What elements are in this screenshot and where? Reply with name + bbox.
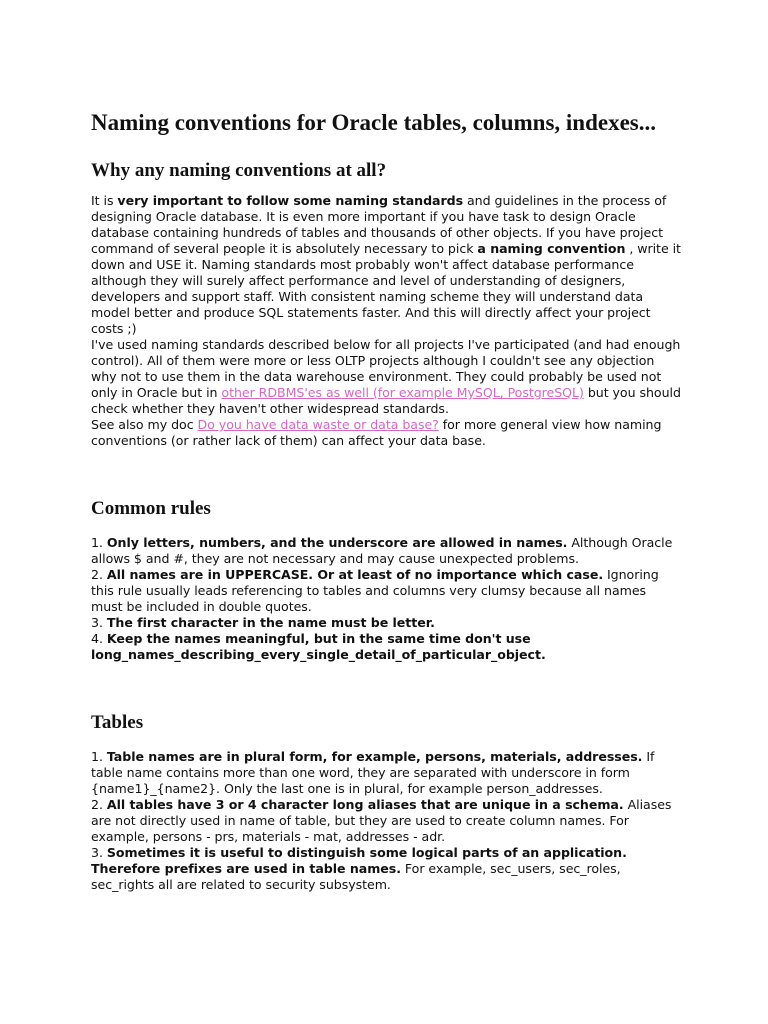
paragraph [91, 615, 681, 631]
paragraph [91, 631, 681, 663]
text-run: 1. [91, 749, 107, 764]
text-run: 4. [91, 631, 107, 646]
bold-text: Table names are in plural form, for example, persons, materials, addresses. [106, 749, 643, 764]
bold-text: Keep the names meaningful, but in the same time don't use long_names_describing_every_single_detail_of_particular_object. [91, 631, 546, 662]
bold-text: very important to follow some naming standards [117, 193, 464, 208]
bold-text: The first character in the name must be letter. [106, 615, 435, 630]
bold-text: a naming convention [477, 241, 626, 256]
paragraph [91, 417, 681, 449]
paragraph [91, 797, 681, 845]
text-run: It is [91, 193, 118, 208]
text-run: and guidelines in the process of designing Oracle database. It is even more important if you have task to design Oracle database containing hundreds of tables and thousands of other objects. If you have project command of several people it is absolutely necessary to pick [91, 193, 667, 256]
section-heading: Why any naming conventions at all? [91, 160, 387, 181]
text-run: 1. [91, 535, 107, 550]
paragraph [91, 193, 681, 337]
text-run: 2. [91, 567, 107, 582]
inline-link[interactable]: Do you have data waste or data base? [197, 417, 439, 432]
page-title: Naming conventions for Oracle tables, columns, indexes... [91, 110, 656, 135]
text-run: Ignoring this rule usually leads referencing to tables and columns very clumsy because all names must be included in double quotes. [91, 567, 659, 614]
inline-link[interactable]: other RDBMS'es as well (for example MySQL, PostgreSQL) [221, 385, 584, 400]
section-heading: Tables [91, 712, 144, 733]
paragraph [91, 845, 681, 893]
text-run: 3. [91, 615, 107, 630]
section-body [91, 535, 681, 663]
text-run: 3. [91, 845, 107, 860]
section-body [91, 749, 681, 893]
bold-text: Only letters, numbers, and the underscore are allowed in names. [106, 535, 568, 550]
paragraph [91, 567, 681, 615]
section-heading: Common rules [91, 498, 211, 519]
paragraph [91, 337, 681, 417]
text-run: For example, sec_users, sec_roles, sec_rights all are related to security subsystem. [91, 861, 621, 892]
bold-text: All names are in UPPERCASE. Or at least of no importance which case. [106, 567, 604, 582]
text-run: Although Oracle allows $ and #, they are not necessary and may cause unexpected problems. [91, 535, 673, 566]
text-run: but you should check whether they haven't other widespread standards. [91, 385, 681, 416]
text-run: 2. [91, 797, 107, 812]
paragraph [91, 535, 681, 567]
text-run: If table name contains more than one word, they are separated with underscore in form {name1}_{name2}. Only the last one is in plural, for example person_addresses. [91, 749, 655, 796]
paragraph [91, 749, 681, 797]
text-run: See also my doc [91, 417, 198, 432]
section-common-rules [91, 497, 681, 663]
section-why-naming [91, 159, 681, 449]
bold-text: All tables have 3 or 4 character long aliases that are unique in a schema. [106, 797, 624, 812]
bold-text: Sometimes it is useful to distinguish some logical parts of an application. Therefore prefixes are used in table names. [91, 845, 627, 876]
text-run: for more general view how naming conventions (or rather lack of them) can affect your data base. [91, 417, 662, 448]
text-run: I've used naming standards described below for all projects I've participated (and had enough control). All of them were more or less OLTP projects although I couldn't see any objection why not to use them in the data warehouse environment. They could probably be used not only in Oracle but in [91, 337, 681, 400]
text-run: , write it down and USE it. Naming standards most probably won't affect database performance although they will surely affect performance and level of understanding of designers, developers and support staff. With consistent naming scheme they will understand data model better and produce SQL statements faster. And this will directly affect your project costs ;) [91, 241, 681, 336]
section-body [91, 193, 681, 449]
section-tables [91, 711, 681, 893]
document-content [91, 108, 681, 893]
text-run: Aliases are not directly used in name of table, but they are used to create column names. For example, persons - prs, materials - mat, addresses - adr. [91, 797, 672, 844]
